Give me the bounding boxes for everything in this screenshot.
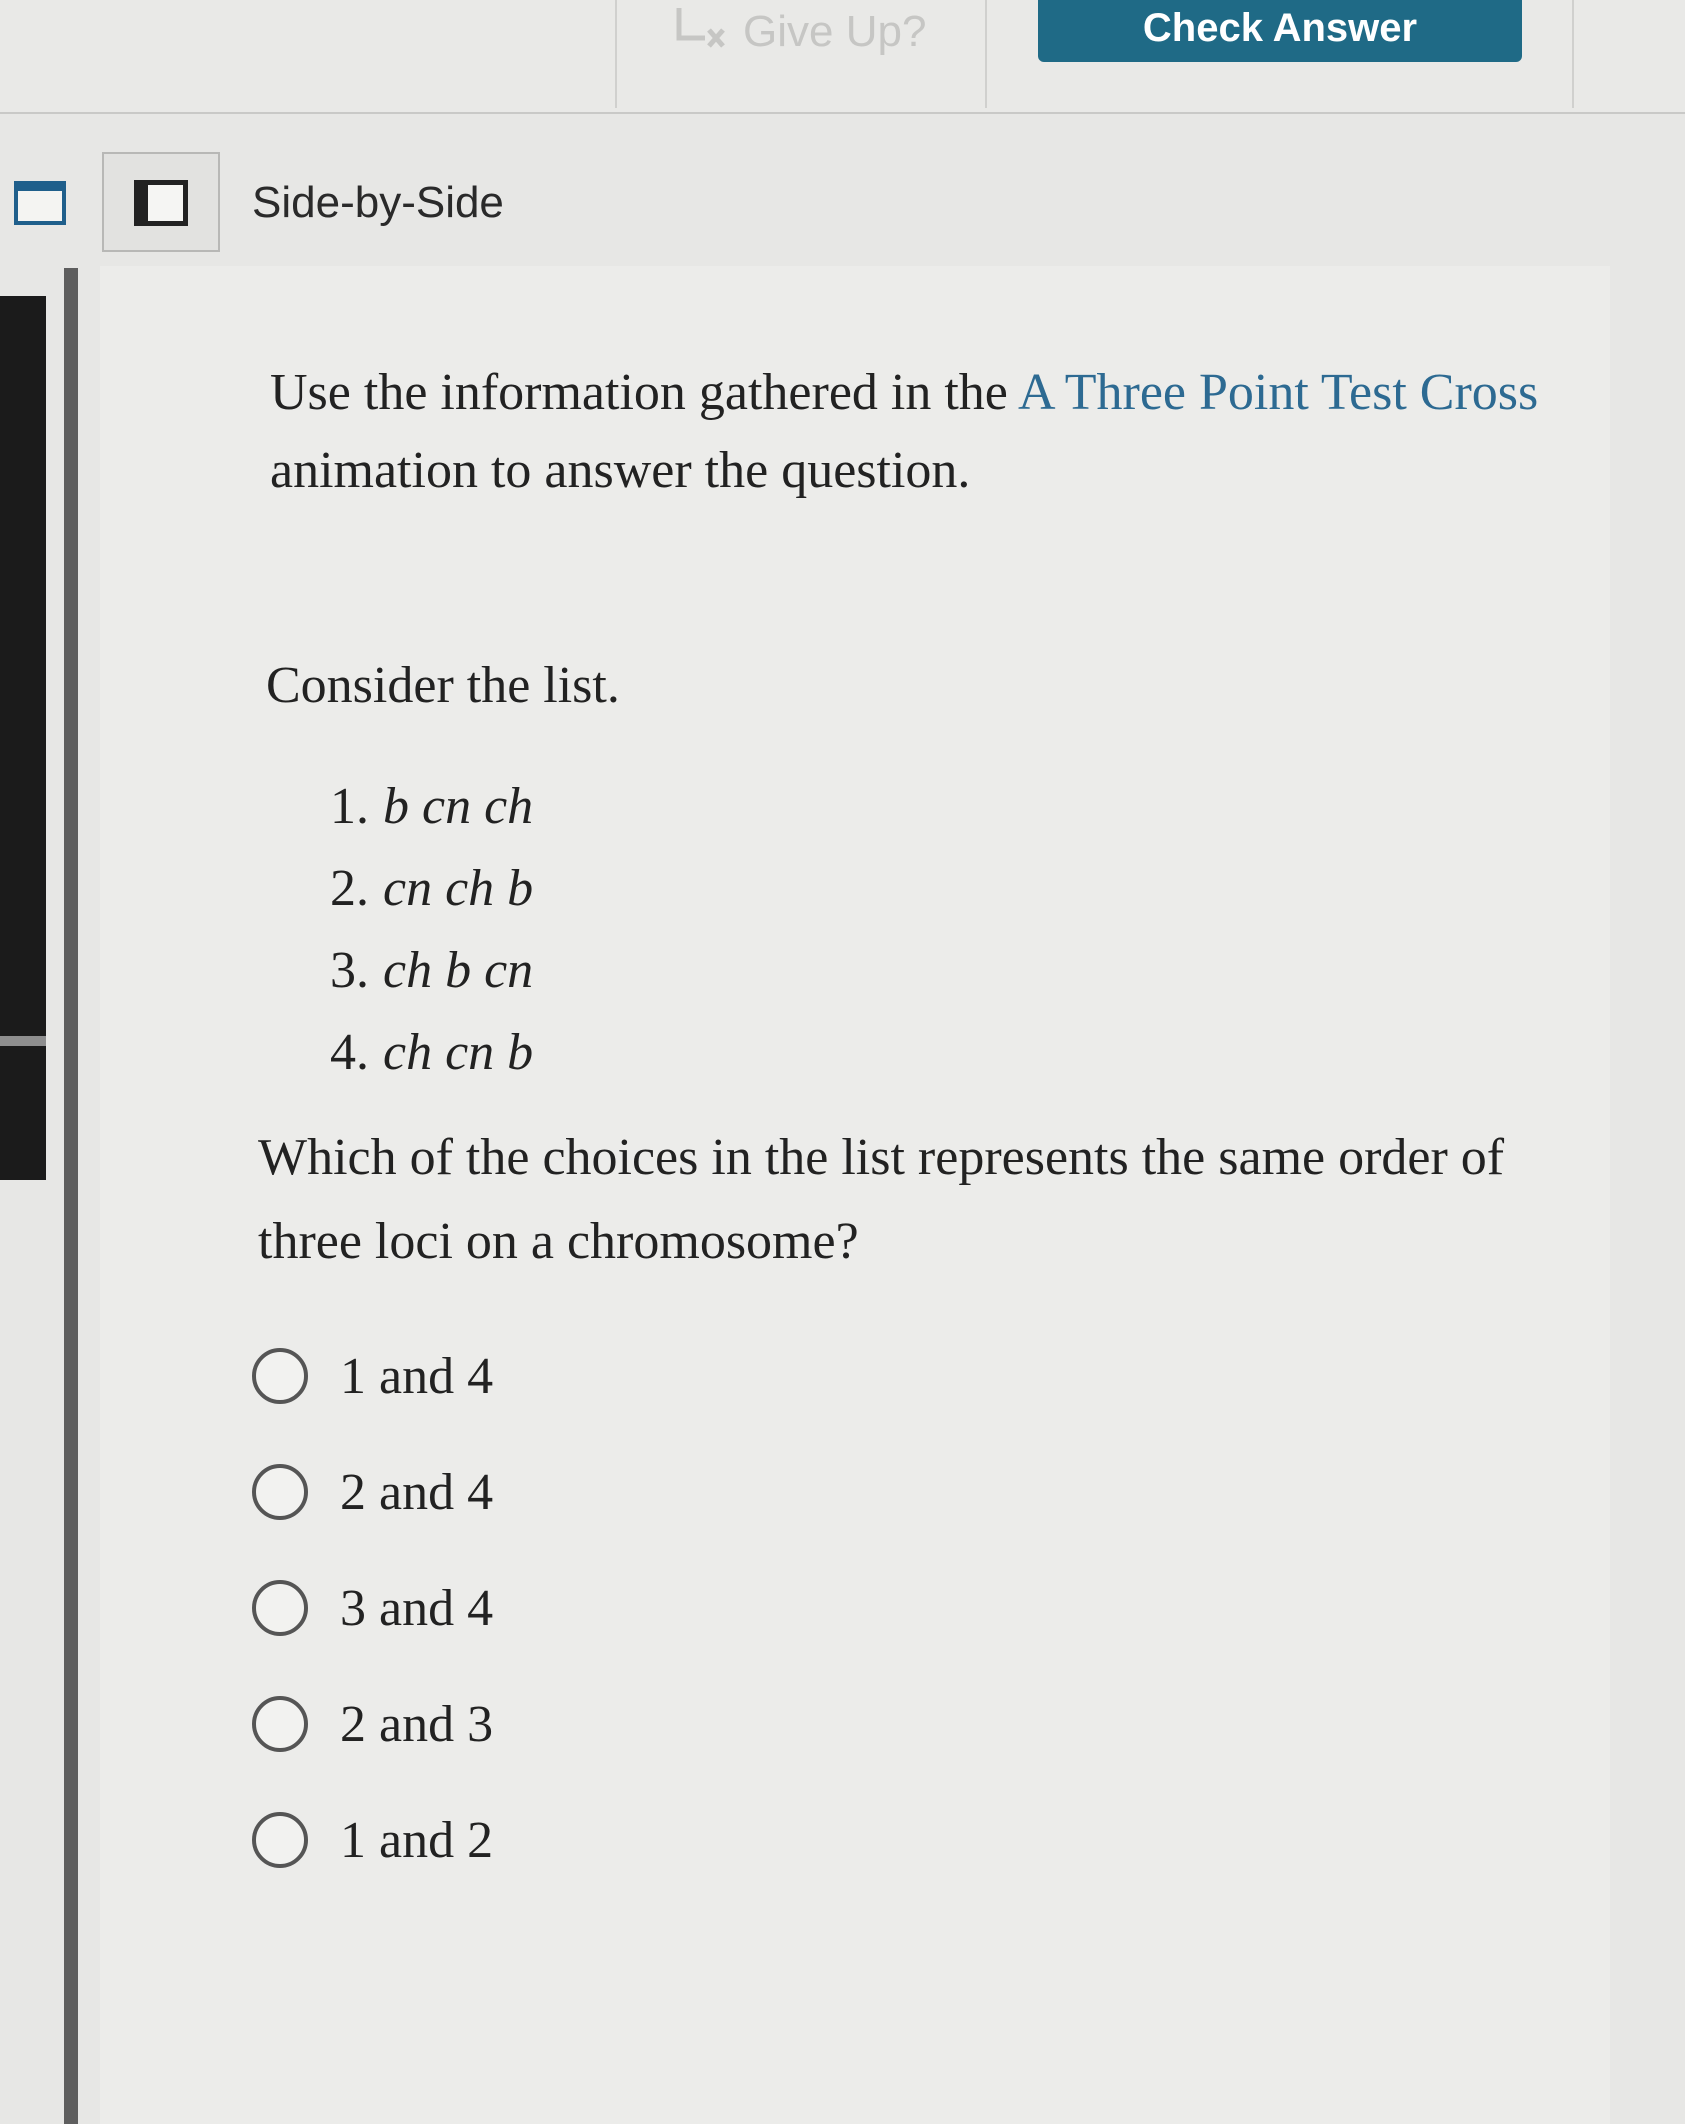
radio-button[interactable] [252,1580,308,1636]
list-item: 3. ch b cn [330,942,534,999]
give-up-button[interactable] [675,0,926,64]
side-by-side-view-button[interactable] [102,152,220,252]
consider-label: Consider the list. [266,657,620,714]
answer-options [252,1318,493,1898]
animation-link[interactable]: A Three Point Test Cross [1018,364,1539,421]
toolbar-divider [985,0,987,108]
answer-option-label: 1 and 4 [340,1347,494,1405]
answer-option[interactable] [252,1666,493,1782]
question-intro: Use the information gathered in the A Three Point Test Cross animation to answer the question. [270,364,1539,499]
radio-button[interactable] [252,1696,308,1752]
radio-button[interactable] [252,1348,308,1404]
toolbar-divider [1572,0,1574,108]
loci-order-list [330,766,533,1094]
answer-option-label: 3 and 4 [340,1579,494,1637]
view-mode-label: Side-by-Side [252,178,504,227]
list-item: 2. cn ch b [330,860,534,917]
top-toolbar [0,0,1685,114]
radio-button[interactable] [252,1812,308,1868]
toolbar-divider [615,0,617,108]
answer-option-label: 2 and 3 [340,1695,494,1753]
side-by-side-view-icon [134,180,188,226]
stacked-view-icon[interactable] [14,181,66,225]
pane-divider-handle[interactable] [64,268,78,2124]
clear-format-icon [675,8,729,56]
check-answer-button[interactable]: Check Answer [1038,0,1522,62]
question-panel [100,266,1610,2124]
answer-option[interactable] [252,1782,493,1898]
answer-option-label: 2 and 4 [340,1463,494,1521]
list-item: 4. ch cn b [330,1024,534,1081]
left-panel-edge [0,296,46,1180]
radio-button[interactable] [252,1464,308,1520]
give-up-label: Give Up? [743,7,927,56]
answer-option[interactable] [252,1550,493,1666]
answer-option[interactable] [252,1318,493,1434]
list-item: 1. b cn ch [330,778,534,835]
answer-option[interactable] [252,1434,493,1550]
answer-option-label: 1 and 2 [340,1811,494,1869]
left-panel-notch [0,1036,46,1046]
question-prompt: Which of the choices in the list represents the same order of three loci on a chromosome? [258,1129,1505,1270]
